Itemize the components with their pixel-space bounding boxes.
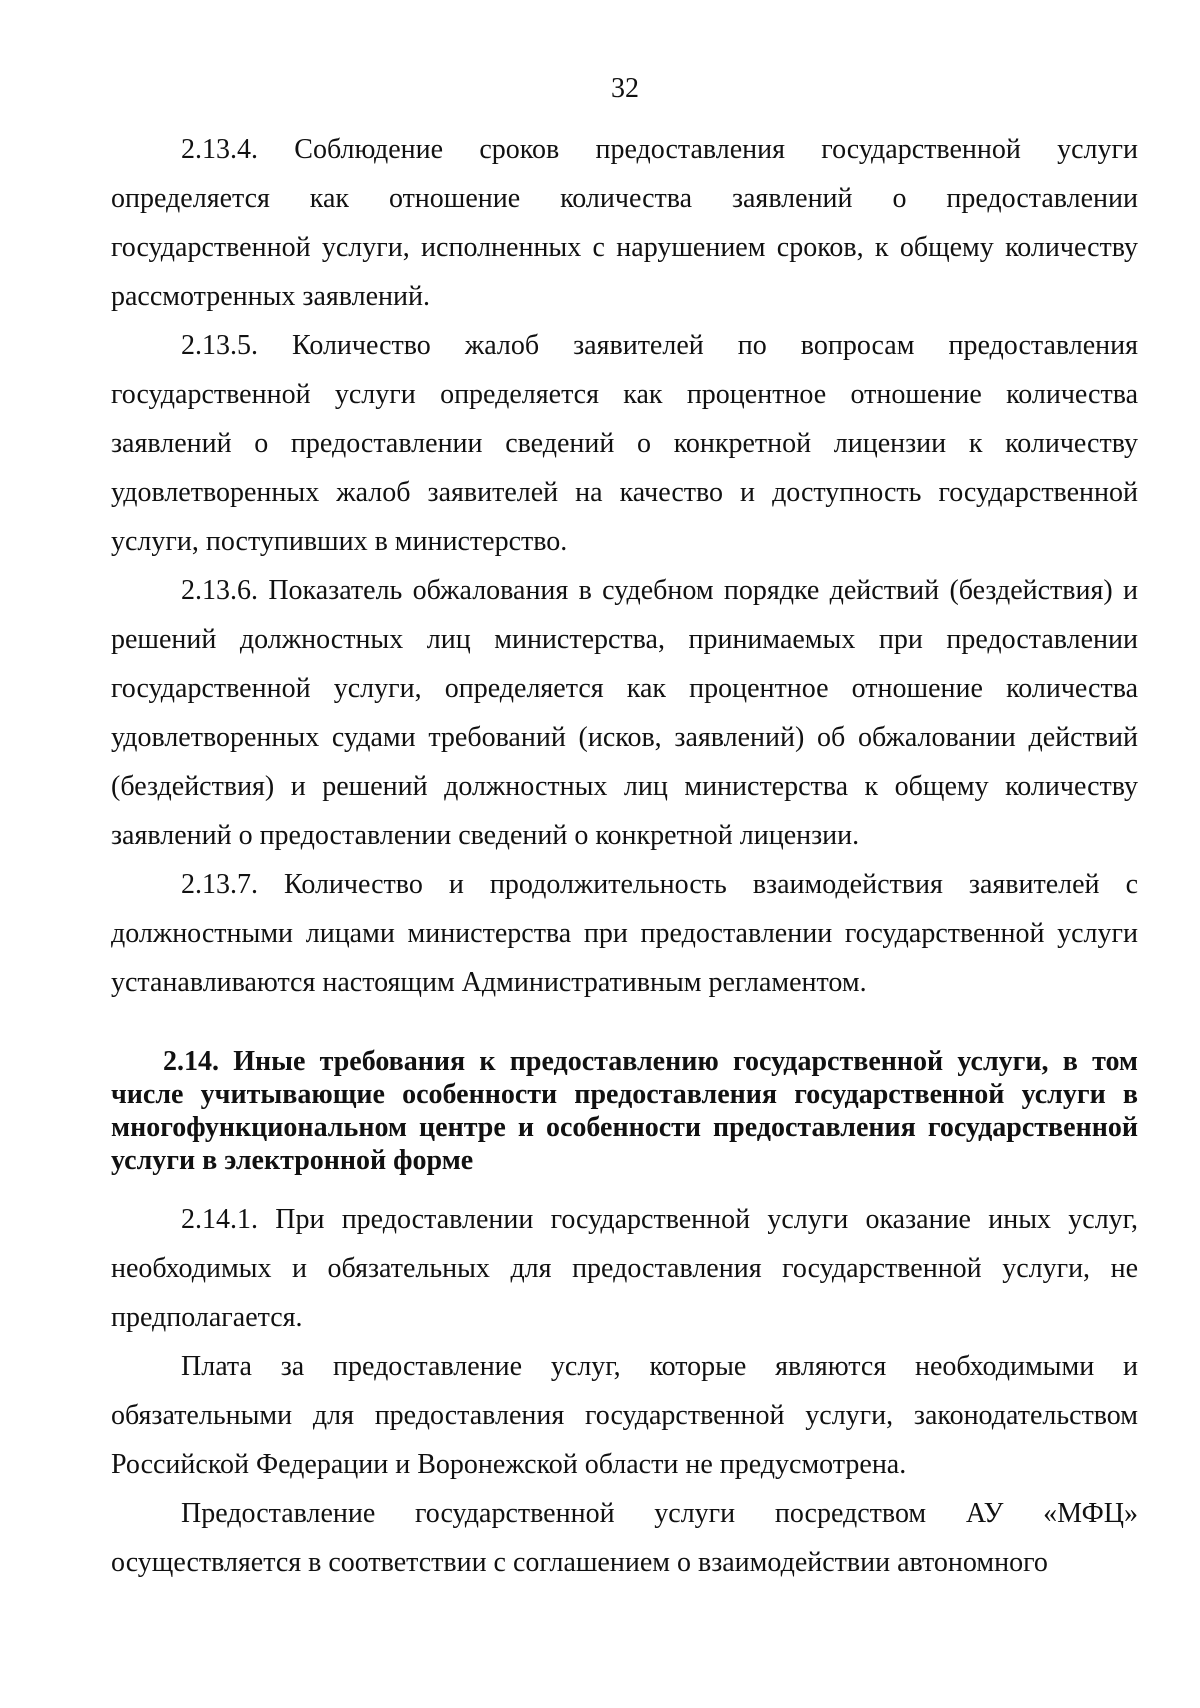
section-heading-2-14: 2.14. Иные требования к предоставлению государственной услуги, в том числе учитывающие особенности предоставления государственной услуги в многофункциональном центре и особенности предоставления государственной услуги в электронной форме [111,1046,1138,1176]
paragraph-2-13-5: 2.13.5. Количество жалоб заявителей по вопросам предоставления государственной услуги определяется как процентное отношение количества заявлений о предоставлении сведений о конкретной лицензии к количеству удовлетворенных жалоб заявителей на качество и доступность государственной услуги, поступивших в министерство. [111,330,1138,557]
paragraph-2-14-1: 2.14.1. При предоставлении государственной услуги оказание иных услуг, необходимых и обязательных для предоставления государственной услуги, не предполагается. [111,1204,1138,1333]
document-body [111,125,1138,1587]
paragraph-2-13-4: 2.13.4. Соблюдение сроков предоставления государственной услуги определяется как отношение количества заявлений о предоставлении государственной услуги, исполненных с нарушением сроков, к общему количеству рассмотренных заявлений. [111,134,1138,312]
page-number: 32 [611,73,639,104]
paragraph-fee: Плата за предоставление услуг, которые являются необходимыми и обязательными для предоставления государственной услуги, законодательством Российской Федерации и Воронежской области не предусмотрена. [111,1351,1138,1480]
paragraph-2-13-7: 2.13.7. Количество и продолжительность взаимодействия заявителей с должностными лицами министерства при предоставлении государственной услуги устанавливаются настоящим Административным регламентом. [111,869,1138,998]
paragraph-mfc: Предоставление государственной услуги посредством АУ «МФЦ» осуществляется в соответствии с соглашением о взаимодействии автономного [111,1498,1138,1578]
paragraph-2-13-6: 2.13.6. Показатель обжалования в судебном порядке действий (бездействия) и решений должностных лиц министерства, принимаемых при предоставлении государственной услуги, определяется как процентное отношение количества удовлетворенных судами требований (исков, заявлений) об обжаловании действий (бездействия) и решений должностных лиц министерства к общему количеству заявлений о предоставлении сведений о конкретной лицензии. [111,575,1138,851]
